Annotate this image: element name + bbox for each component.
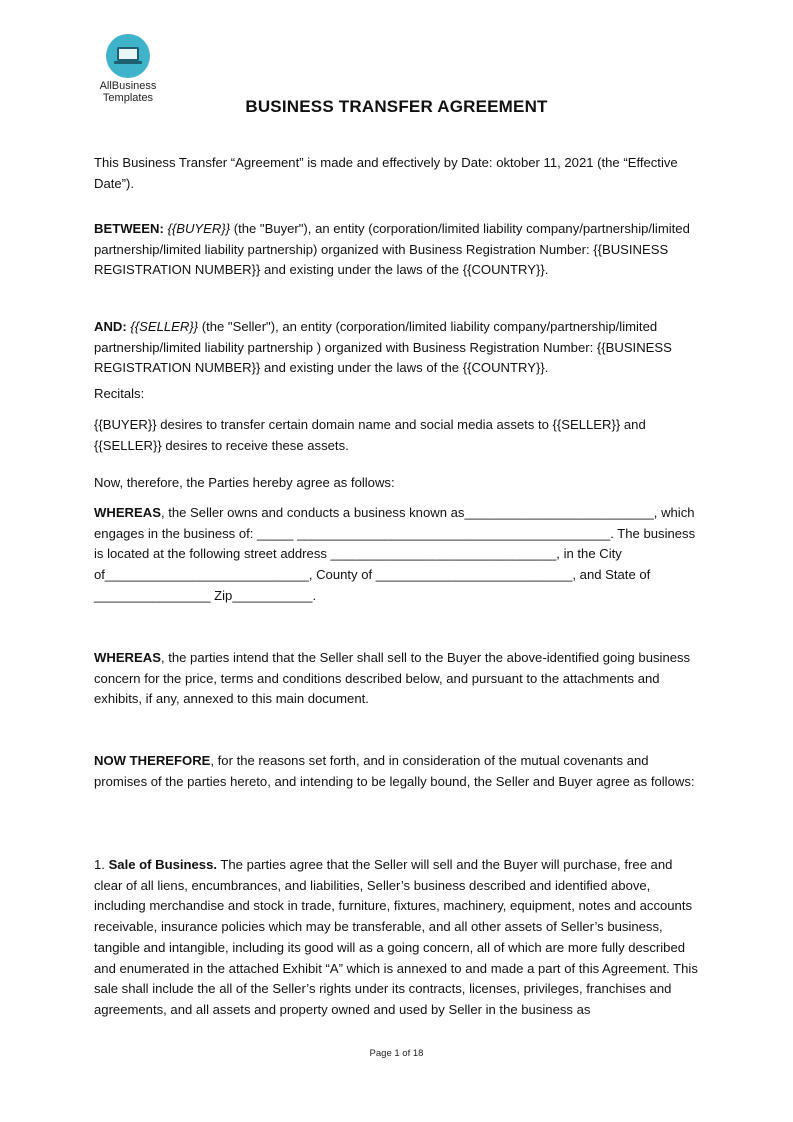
section-1-paragraph: 1. Sale of Business. The parties agree that the Seller will sell and the Buyer will purchase, free and clear of all liens, encumbrances, and liabilities, Seller’s business described and identified above, including merchandise and stock in trade, furniture, fixtures, machinery, equipment, notes and accounts receivable, insurance policies which may be transferable, and all other assets of Seller’s business, tangible and intangible, including its good will as a going concern, all of which are more fully described and enumerated in the attached Exhibit “A” which is annexed to and made a part of this Agreement. This sale shall include the all of the Seller’s rights under its contracts, licenses, privileges, franchises and agreements, and all assets and property owned and used by Seller in the business as [94,857,698,1017]
laptop-icon [106,34,150,78]
intro-paragraph: This Business Transfer “Agreement” is made and effectively by Date: oktober 11, 2021 (the “Effective Date”). [94,155,678,191]
page-number: Page 1 of 18 [369,1048,424,1059]
agree-intro-paragraph: Now, therefore, the Parties hereby agree as follows: [94,475,395,490]
company-logo [93,34,163,104]
logo-text: AllBusiness Templates [99,80,157,104]
recitals-paragraph: {{BUYER}} desires to transfer certain domain name and social media assets to {{SELLER}} and {{SELLER}} desires to receive these assets. [94,417,646,453]
recitals-label: Recitals: [94,386,145,401]
whereas-sale-paragraph: WHEREAS, the parties intend that the Seller shall sell to the Buyer the above-identified going business concern for the price, terms and conditions described below, and pursuant to the attachments and exhibits, if any, annexed to this main document. [94,650,691,707]
document-title: BUSINESS TRANSFER AGREEMENT [245,97,548,116]
now-therefore-paragraph: NOW THEREFORE, for the reasons set forth, and in consideration of the mutual covenants and promises of the parties hereto, and intending to be legally bound, the Seller and Buyer agree as follows: [94,753,695,789]
and-paragraph: AND: {{SELLER}} (the "Seller"), an entity (corporation/limited liability company/partnership/limited partnership/limited liability partnership ) organized with Business Registration Number: {{BUSINESS REGISTRATION NUMBER}} and existing under the laws of the {{COUNTRY}}. [94,319,672,376]
whereas-business-paragraph: WHEREAS, the Seller owns and conducts a business known as__________________________, which engages in the business of: _____ ___________________________________________. The business is located at the following street address _______________________________, in the City of____________________________, County of ___________________________, and State of ________________ Zip___________. [94,505,696,603]
between-paragraph: BETWEEN: {{BUYER}} (the "Buyer"), an entity (corporation/limited liability company/partnership/limited partnership/limited liability partnership) organized with Business Registration Number: {{BUSINESS REGISTRATION NUMBER}} and existing under the laws of the {{COUNTRY}}. [94,221,690,278]
